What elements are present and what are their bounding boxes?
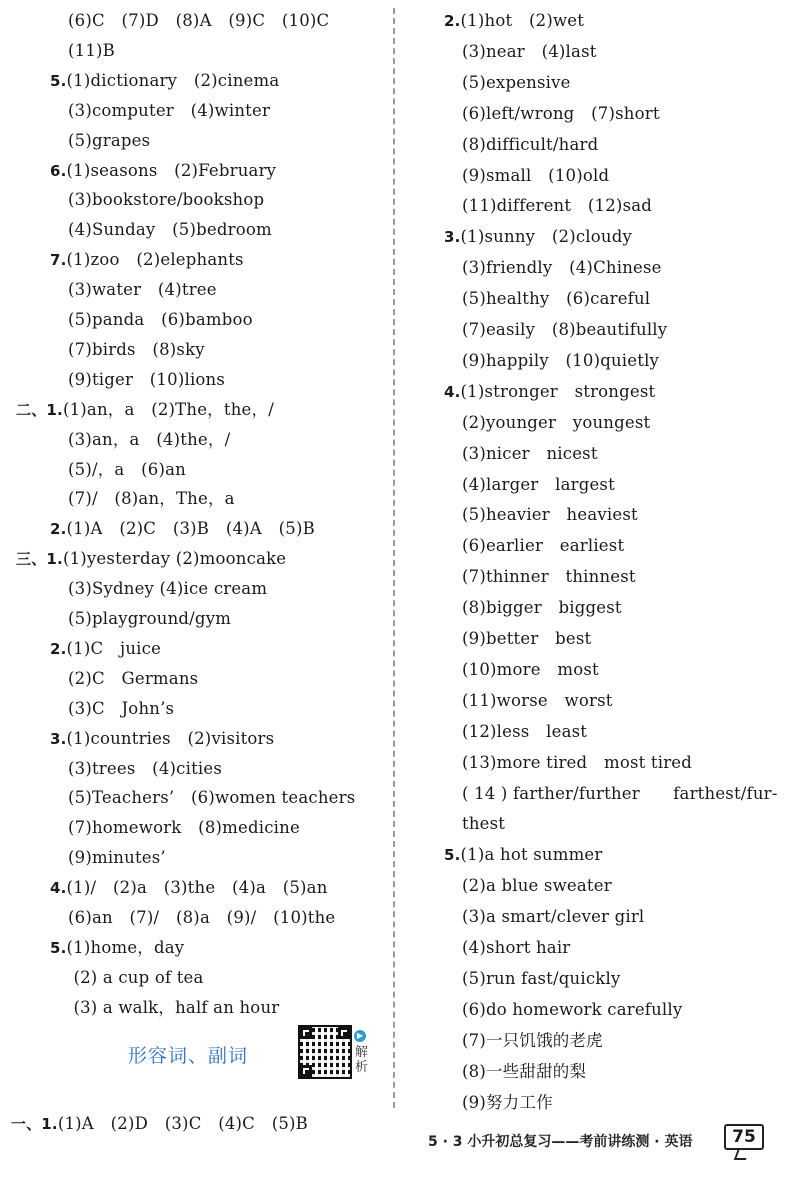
answer-text: (1)home，day	[66, 937, 185, 957]
answer-text: (3)trees (4)cities	[68, 758, 223, 778]
question-number: 2.	[444, 12, 461, 30]
answer-line	[462, 350, 659, 372]
question-number: 二、1.	[16, 400, 63, 419]
answer-text: (1)yesterday (2)mooncake	[62, 549, 287, 569]
answer-text: (6)C (7)D (8)A (9)C (10)C	[68, 11, 330, 30]
answer-text: (10)more most	[462, 659, 599, 679]
question-number: 5.	[444, 846, 461, 865]
answer-text: (7)/ (8)an，The，a	[68, 489, 235, 509]
answer-line	[68, 907, 335, 929]
question-number: 5.	[50, 938, 67, 957]
answer-text: (1)stronger strongest	[460, 381, 656, 401]
answer-line	[68, 219, 272, 241]
answer-text: (2)younger youngest	[462, 412, 651, 432]
answer-text: (11)B	[68, 40, 115, 60]
answer-line	[444, 381, 655, 403]
answer-text: (1)countries (2)visitors	[66, 728, 275, 748]
answer-text: (9)better best	[462, 629, 592, 648]
answer-line	[16, 548, 286, 570]
qr-code-icon[interactable]	[300, 1027, 350, 1077]
answer-line	[68, 847, 166, 869]
answer-line	[68, 429, 230, 451]
answer-line	[462, 566, 636, 588]
answer-text: (3)water (4)tree	[68, 280, 217, 300]
answer-line	[68, 339, 205, 361]
answer-line	[16, 399, 274, 421]
answer-text: (1)seasons (2)February	[66, 160, 277, 180]
answer-text: (1)C juice	[66, 638, 162, 658]
answer-line	[462, 134, 598, 156]
answer-text: (1)zoo (2)elephants	[66, 250, 244, 270]
answer-text: (3)an，a (4)the，/	[68, 429, 231, 449]
answer-line	[462, 195, 652, 217]
answer-text: (1)hot (2)wet	[460, 11, 585, 30]
answer-line	[68, 787, 355, 809]
answer-line	[462, 721, 587, 743]
answer-text: (13)more tired most tired	[462, 752, 693, 772]
answer-text: (3)bookstore/bookshop	[68, 190, 265, 210]
answer-line	[68, 10, 329, 32]
answer-text: (11)worse worst	[462, 690, 613, 710]
answer-line	[462, 504, 638, 526]
answer-line	[50, 160, 276, 182]
answer-text: (3)computer (4)winter	[68, 100, 271, 120]
question-number: 一、1.	[10, 1115, 58, 1133]
answer-line	[462, 752, 692, 774]
answer-text: (6)earlier earliest	[462, 536, 625, 556]
answer-line	[462, 597, 622, 619]
answer-text: (1)an，a (2)The，the，/	[62, 399, 274, 419]
answer-line	[68, 698, 174, 720]
answer-text: (3)a smart/clever girl	[462, 907, 645, 927]
answer-text: (2)a blue sweater	[462, 876, 612, 896]
answer-line	[68, 668, 198, 690]
question-number: 4.	[444, 382, 461, 401]
answer-text: (1)A (2)D (3)C (4)C (5)B	[57, 1114, 309, 1133]
answer-text: thest	[462, 814, 506, 834]
answer-line	[68, 459, 186, 481]
answer-line	[462, 474, 615, 496]
answer-text: (9)happily (10)quietly	[462, 350, 660, 370]
answer-text: (7)birds (8)sky	[68, 339, 205, 359]
answer-line	[50, 937, 184, 959]
answer-text: (1)/ (2)a (3)the (4)a (5)an	[66, 878, 328, 898]
answer-text: (9)tiger (10)lions	[68, 369, 226, 389]
answer-line	[462, 813, 505, 835]
answer-text: (7)easily (8)beautifully	[462, 320, 668, 339]
column-divider	[393, 8, 395, 1108]
answer-text: (9)努力工作	[462, 1092, 553, 1112]
answer-line	[68, 40, 115, 62]
answer-text: (12)less least	[462, 721, 588, 741]
answer-line	[68, 758, 222, 780]
answer-line	[50, 877, 328, 899]
answer-line	[68, 100, 270, 122]
answer-line	[462, 1030, 603, 1052]
answer-line	[68, 997, 279, 1019]
answer-line	[444, 226, 632, 248]
answer-line	[462, 412, 650, 434]
answer-line	[462, 103, 660, 125]
answer-line	[68, 130, 150, 152]
answer-line	[50, 638, 161, 660]
answer-line	[462, 968, 620, 990]
answer-text: (5)playground/gym	[68, 609, 232, 628]
answer-text: (8)一些甜甜的梨	[462, 1061, 587, 1081]
answer-line	[462, 875, 612, 897]
answer-line	[68, 279, 217, 301]
play-icon: ▶	[354, 1030, 366, 1042]
answer-text: (5)healthy (6)careful	[462, 289, 651, 309]
answer-line	[462, 906, 644, 928]
answer-text: (1)a hot summer	[460, 845, 603, 865]
answer-line	[462, 165, 609, 187]
answer-line	[68, 578, 267, 600]
answer-text: (11)different (12)sad	[462, 196, 653, 216]
question-number: 2.	[50, 520, 67, 539]
question-number: 5.	[50, 71, 67, 90]
answer-line	[462, 783, 778, 805]
answer-line	[68, 817, 300, 839]
answer-line	[462, 659, 599, 681]
answer-line	[462, 628, 591, 650]
answer-line	[50, 249, 244, 271]
question-number: 4.	[50, 879, 67, 898]
question-number: 3.	[444, 228, 461, 247]
answer-line	[462, 319, 667, 341]
answer-text: (7)homework (8)medicine	[68, 818, 300, 838]
footer-text: 5 · 3 小升初总复习——考前讲练测 · 英语	[428, 1134, 693, 1150]
answer-line	[462, 535, 624, 557]
answer-line	[462, 288, 650, 310]
answer-line	[462, 72, 571, 94]
answer-text: (8)bigger biggest	[462, 598, 622, 618]
answer-text: (2)C Germans	[68, 668, 199, 688]
answer-text: (3)Sydney (4)ice cream	[68, 579, 268, 599]
answer-text: (5)Teachers’ (6)women teachers	[68, 788, 356, 808]
answer-line	[462, 937, 570, 959]
answer-text: (5)heavier heaviest	[462, 505, 638, 525]
answer-line	[68, 309, 253, 331]
answer-text: ( 14 ) farther/further farthest/fur-	[462, 783, 778, 803]
answer-text: (5)/，a (6)an	[68, 459, 187, 479]
answer-text: (1)sunny (2)cloudy	[460, 227, 633, 247]
answer-text: (9)minutes’	[68, 848, 166, 868]
answer-text: (3)friendly (4)Chinese	[462, 258, 662, 278]
answer-text: (4)larger largest	[462, 474, 615, 494]
answer-text: (8)difficult/hard	[462, 134, 599, 154]
answer-text: (4)Sunday (5)bedroom	[68, 220, 272, 240]
answer-line	[462, 443, 598, 465]
answer-line	[50, 518, 315, 540]
answer-line	[50, 70, 279, 92]
section-title: 形容词、副词	[128, 1045, 249, 1067]
page-badge-tail	[734, 1148, 750, 1160]
answer-line	[462, 690, 613, 712]
answer-line	[444, 844, 602, 866]
answer-text: (6)left/wrong (7)short	[462, 103, 660, 123]
answer-line	[50, 728, 274, 750]
answer-line	[462, 257, 662, 279]
page-number: 75	[724, 1124, 764, 1150]
answer-line	[68, 967, 204, 989]
answer-text: (1)dictionary (2)cinema	[66, 70, 280, 90]
answer-text: (7)一只饥饿的老虎	[462, 1030, 603, 1050]
answer-text: (5)expensive	[462, 72, 571, 92]
question-number: 三、1.	[16, 550, 63, 569]
answer-text: (5)grapes	[68, 130, 151, 150]
answer-text: (1)A (2)C (3)B (4)A (5)B	[66, 519, 315, 539]
answer-text: (3)nicer nicest	[462, 443, 598, 463]
qr-label: 解析	[355, 1045, 369, 1075]
answer-line	[68, 608, 231, 630]
answer-text: (9)small (10)old	[462, 165, 610, 185]
answer-text: (6)do homework carefully	[462, 999, 683, 1019]
answer-line	[462, 999, 682, 1021]
answer-line	[444, 10, 584, 32]
answer-line	[68, 488, 235, 510]
question-number: 7.	[50, 251, 67, 270]
answer-text: (2) a cup of tea	[68, 967, 204, 987]
answer-text: (4)short hair	[462, 938, 571, 957]
question-number: 6.	[50, 161, 67, 180]
answer-line	[0, 1091, 308, 1135]
answer-text: (3) a walk，half an hour	[68, 997, 280, 1017]
answer-text: (7)thinner thinnest	[462, 567, 636, 587]
answer-text: (5)panda (6)bamboo	[68, 310, 253, 329]
answer-text: (5)run fast/quickly	[462, 968, 621, 988]
answer-line	[68, 189, 264, 211]
answer-text: (3)near (4)last	[462, 41, 597, 61]
answer-text: (3)C John’s	[68, 698, 175, 718]
answer-line	[462, 1092, 553, 1114]
question-number: 2.	[50, 639, 67, 658]
question-number: 3.	[50, 729, 67, 748]
answer-line	[68, 369, 225, 391]
answer-line	[462, 1061, 586, 1083]
answer-text: (6)an (7)/ (8)a (9)/ (10)the	[68, 908, 336, 927]
answer-line	[462, 41, 597, 63]
